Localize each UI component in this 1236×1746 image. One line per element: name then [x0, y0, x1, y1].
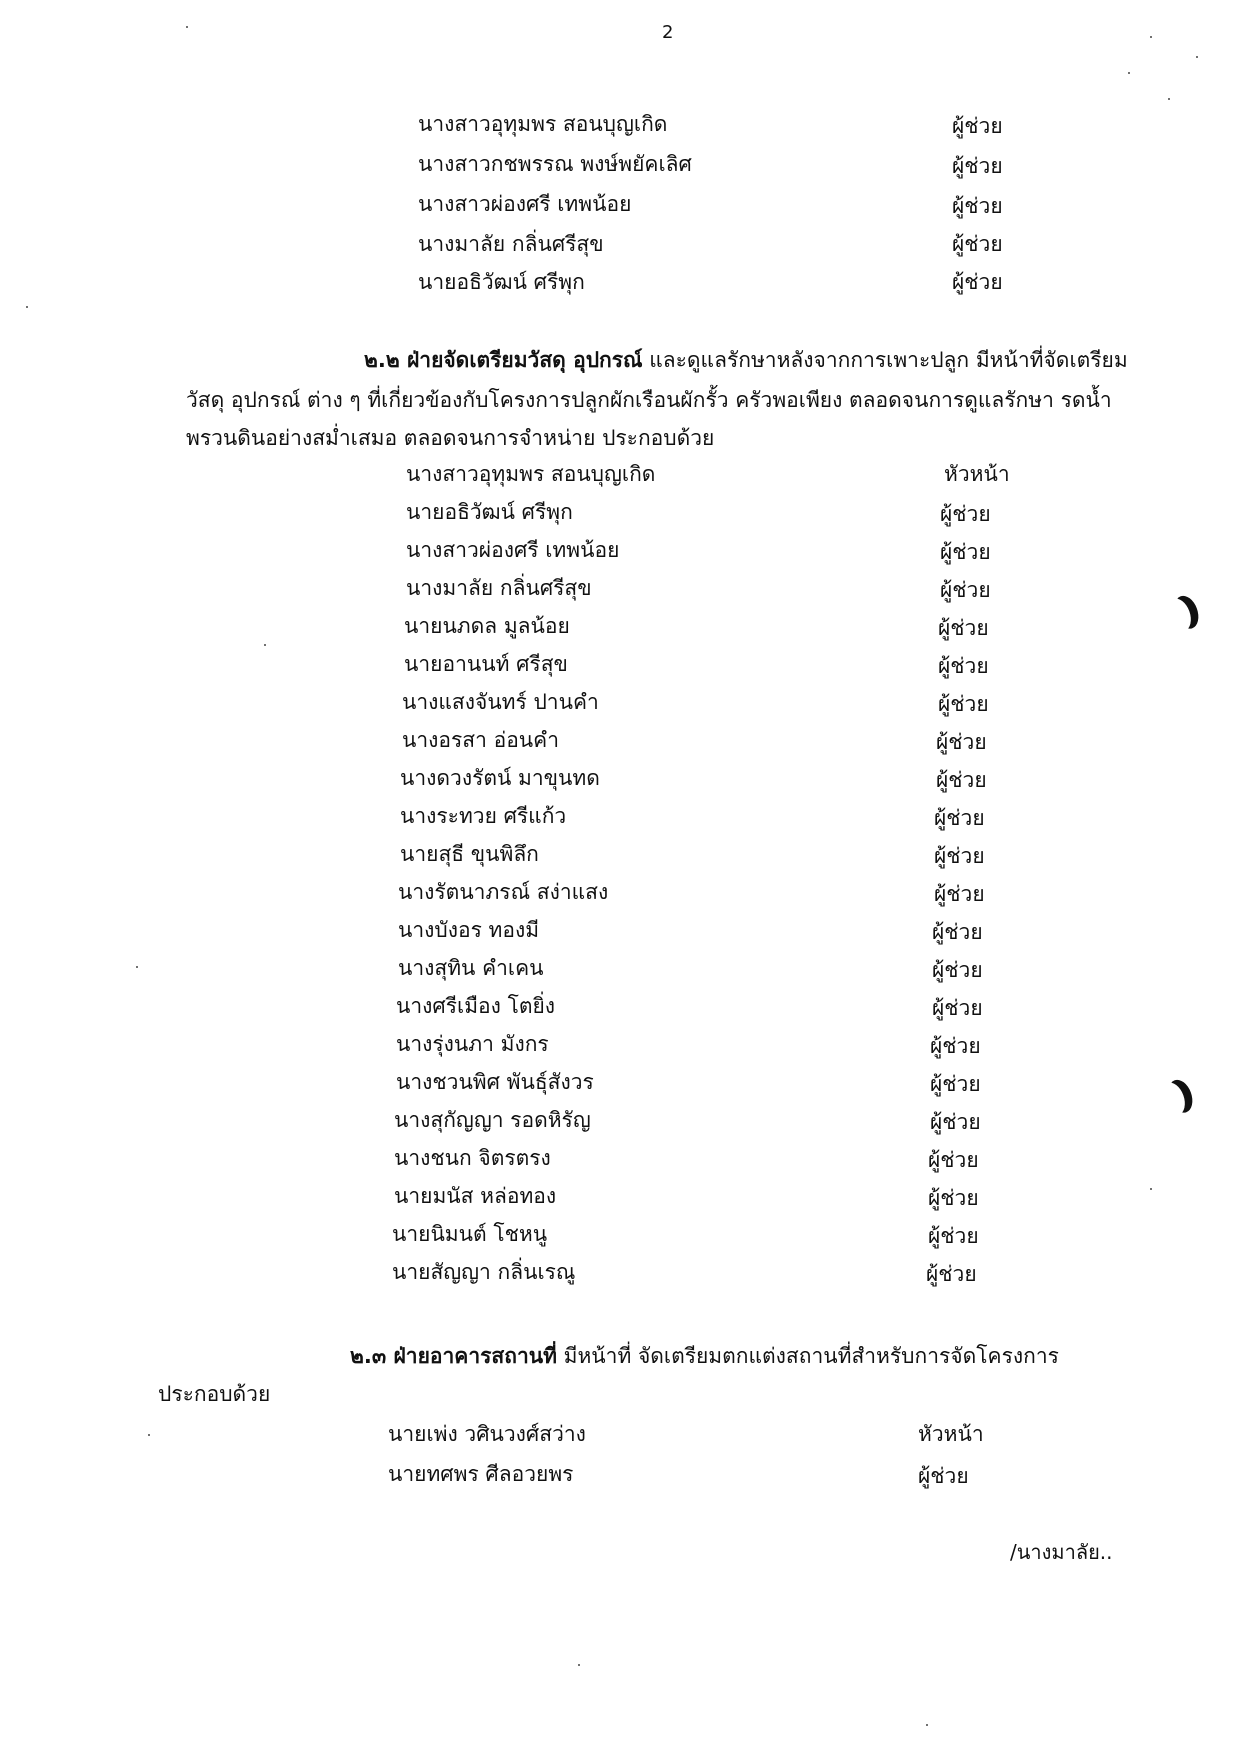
role-label: ผู้ช่วย: [952, 154, 1003, 178]
continuation-note: /นางมาลัย..: [1010, 1540, 1113, 1564]
role-label: ผู้ช่วย: [918, 1464, 969, 1488]
crescent-mark-icon: [1157, 1079, 1189, 1118]
role-label: ผู้ช่วย: [952, 114, 1003, 138]
role-label: ผู้ช่วย: [930, 1072, 981, 1096]
scan-speck: [26, 306, 28, 308]
role-label: ผู้ช่วย: [952, 194, 1003, 218]
list-item: นายทศพร ศีลอวยพร: [388, 1462, 574, 1486]
role-label: ผู้ช่วย: [936, 730, 987, 754]
role-label: ผู้ช่วย: [940, 578, 991, 602]
role-label: หัวหน้า: [918, 1422, 984, 1446]
list-item: นางระทวย ศรีแก้ว: [400, 804, 567, 828]
list-item: นางสุกัญญา รอดหิรัญ: [394, 1108, 591, 1132]
list-item: นางรัตนาภรณ์ สง่าแสง: [398, 880, 609, 904]
scan-speck: [1196, 56, 1198, 58]
list-item: นางอรสา อ่อนคำ: [402, 728, 559, 752]
role-label: ผู้ช่วย: [930, 1034, 981, 1058]
scan-speck: [1168, 98, 1170, 100]
role-label: ผู้ช่วย: [940, 540, 991, 564]
list-item: นายสุธี ขุนพิลึก: [400, 842, 539, 866]
section-2-3-heading: [350, 1340, 1059, 1373]
scan-speck: [578, 1664, 580, 1666]
section-2-3-title: ๒.๓ ฝ่ายอาคารสถานที่: [350, 1344, 557, 1368]
scan-speck: [264, 644, 266, 646]
scan-speck: [1150, 1188, 1152, 1190]
role-label: ผู้ช่วย: [930, 1110, 981, 1134]
role-label: ผู้ช่วย: [938, 654, 989, 678]
scan-speck: [148, 1434, 150, 1436]
role-label: ผู้ช่วย: [934, 844, 985, 868]
role-label: ผู้ช่วย: [932, 996, 983, 1020]
section-2-2-heading: [364, 344, 1128, 377]
role-label: ผู้ช่วย: [938, 692, 989, 716]
section-2-2-line3: พรวนดินอย่างสม่ำเสมอ ตลอดจนการจำหน่าย ประกอบด้วย: [186, 426, 715, 450]
list-item: นายนิมนต์ โชหนู: [392, 1222, 548, 1246]
role-label: ผู้ช่วย: [940, 502, 991, 526]
list-item: นายอานนท์ ศรีสุข: [404, 652, 568, 676]
role-label: ผู้ช่วย: [952, 232, 1003, 256]
section-2-3-line1: มีหน้าที่ จัดเตรียมตกแต่งสถานที่สำหรับการจัดโครงการ: [556, 1344, 1059, 1368]
section-2-2-line1: และดูแลรักษาหลังจากการเพาะปลูก มีหน้าที่จัดเตรียม: [642, 348, 1128, 372]
role-label: ผู้ช่วย: [934, 882, 985, 906]
list-item: นางมาลัย กลิ่นศรีสุข: [406, 576, 592, 600]
role-label: ผู้ช่วย: [928, 1224, 979, 1248]
list-item: นางสาวกชพรรณ พงษ์พยัคเลิศ: [418, 152, 692, 176]
scan-speck: [136, 966, 138, 968]
scan-speck: [1128, 72, 1130, 74]
role-label: ผู้ช่วย: [934, 806, 985, 830]
role-label: ผู้ช่วย: [932, 920, 983, 944]
list-item: นายสัญญา กลิ่นเรณู: [392, 1260, 576, 1284]
list-item: นางชนก จิตรตรง: [394, 1146, 551, 1170]
role-label: หัวหน้า: [944, 462, 1010, 486]
role-label: ผู้ช่วย: [938, 616, 989, 640]
list-item: นางมาลัย กลิ่นศรีสุข: [418, 232, 604, 256]
list-item: นางดวงรัตน์ มาขุนทด: [400, 766, 600, 790]
page-number: 2: [662, 22, 674, 43]
list-item: นางสาวผ่องศรี เทพน้อย: [406, 538, 620, 562]
list-item: นายอธิวัฒน์ ศรีพุก: [418, 270, 585, 294]
role-label: ผู้ช่วย: [928, 1148, 979, 1172]
role-label: ผู้ช่วย: [952, 270, 1003, 294]
list-item: นางรุ่งนภา มังกร: [396, 1032, 549, 1056]
list-item: นางสุทิน คำเคน: [398, 956, 544, 980]
crescent-mark-icon: [1163, 595, 1195, 634]
list-item: นางชวนพิศ พันธุ์สังวร: [396, 1070, 594, 1094]
role-label: ผู้ช่วย: [928, 1186, 979, 1210]
scan-speck: [926, 1724, 928, 1726]
section-2-3-line2: ประกอบด้วย: [158, 1382, 271, 1406]
scan-speck: [1150, 36, 1152, 38]
list-item: นายนภดล มูลน้อย: [404, 614, 570, 638]
list-item: นางแสงจันทร์ ปานคำ: [402, 690, 599, 714]
role-label: ผู้ช่วย: [926, 1262, 977, 1286]
list-item: นายอธิวัฒน์ ศรีพุก: [406, 500, 573, 524]
role-label: ผู้ช่วย: [932, 958, 983, 982]
section-2-2-title: ๒.๒ ฝ่ายจัดเตรียมวัสดุ อุปกรณ์: [364, 348, 643, 372]
list-item: นายมนัส หล่อทอง: [394, 1184, 557, 1208]
list-item: นางสาวผ่องศรี เทพน้อย: [418, 192, 632, 216]
list-item: นายเพ่ง วศินวงศ์สว่าง: [388, 1422, 586, 1446]
section-2-2-line2: วัสดุ อุปกรณ์ ต่าง ๆ ที่เกี่ยวข้องกับโครงการปลูกผักเรือนผักรั้ว ครัวพอเพียง ตลอดจนการดูแลรักษา รดน้ำ: [186, 388, 1112, 412]
list-item: นางศรีเมือง โตยิ่ง: [396, 994, 556, 1018]
list-item: นางบังอร ทองมี: [398, 918, 540, 942]
list-item: นางสาวอุทุมพร สอนบุญเกิด: [418, 112, 668, 136]
role-label: ผู้ช่วย: [936, 768, 987, 792]
scan-speck: [186, 26, 188, 28]
list-item: นางสาวอุทุมพร สอนบุญเกิด: [406, 462, 656, 486]
